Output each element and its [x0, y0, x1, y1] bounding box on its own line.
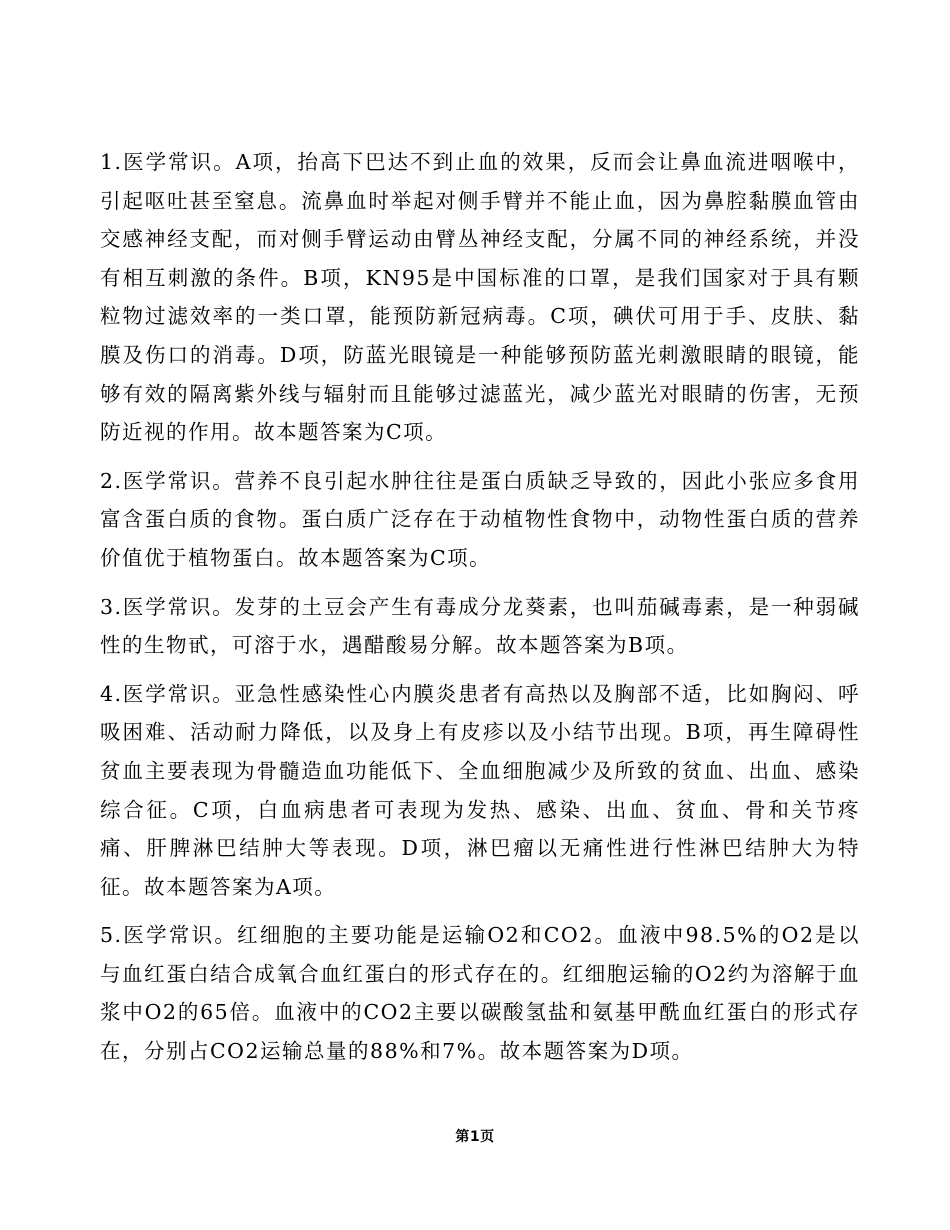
answer-paragraph-5: 5.医学常识。红细胞的主要功能是运输O2和CO2。血液中98.5%的O2是以与血红蛋白结合成氧合血红蛋白的形式存在的。红细胞运输的O2约为溶解于血浆中O2的65倍。血液中的CO2主要以碳酸氢盐和氨基甲酰血红蛋白的形式存在，分别占CO2运输总量的88%和7%。故本题答案为D项。	[100, 923, 860, 1064]
answer-paragraph-1: 1.医学常识。A项，抬高下巴达不到止血的效果，反而会让鼻血流进咽喉中，引起呕吐甚至窒息。流鼻血时举起对侧手臂并不能止血，因为鼻腔黏膜血管由交感神经支配，而对侧手臂运动由臂丛神经支配，分属不同的神经系统，并没有相互刺激的条件。B项，KN95是中国标准的口罩，是我们国家对于具有颗粒物过滤效率的一类口罩，能预防新冠病毒。C项，碘伏可用于手、皮肤、黏膜及伤口的消毒。D项，防蓝光眼镜是一种能够预防蓝光刺激眼睛的眼镜，能够有效的隔离紫外线与辐射而且能够过滤蓝光，减少蓝光对眼睛的伤害，无预防近视的作用。故本题答案为C项。	[100, 150, 860, 445]
answer-paragraph-2: 2.医学常识。营养不良引起水肿往往是蛋白质缺乏导致的，因此小张应多食用富含蛋白质的食物。蛋白质广泛存在于动植物性食物中，动物性蛋白质的营养价值优于植物蛋白。故本题答案为C项。	[100, 468, 860, 570]
document-body	[100, 143, 860, 1081]
answer-paragraph-4: 4.医学常识。亚急性感染性心内膜炎患者有高热以及胸部不适，比如胸闷、呼吸困难、活动耐力降低，以及身上有皮疹以及小结节出现。B项，再生障碍性贫血主要表现为骨髓造血功能低下、全血细胞减少及所致的贫血、出血、感染综合征。C项，白血病患者可表现为发热、感染、出血、贫血、骨和关节疼痛、肝脾淋巴结肿大等表现。D项，淋巴瘤以无痛性进行性淋巴结肿大为特征。故本题答案为A项。	[100, 681, 860, 899]
page-number: 第1页	[455, 1129, 495, 1145]
answer-paragraph-3: 3.医学常识。发芽的土豆会产生有毒成分龙葵素，也叫茄碱毒素，是一种弱碱性的生物甙，可溶于水，遇醋酸易分解。故本题答案为B项。	[100, 594, 860, 658]
